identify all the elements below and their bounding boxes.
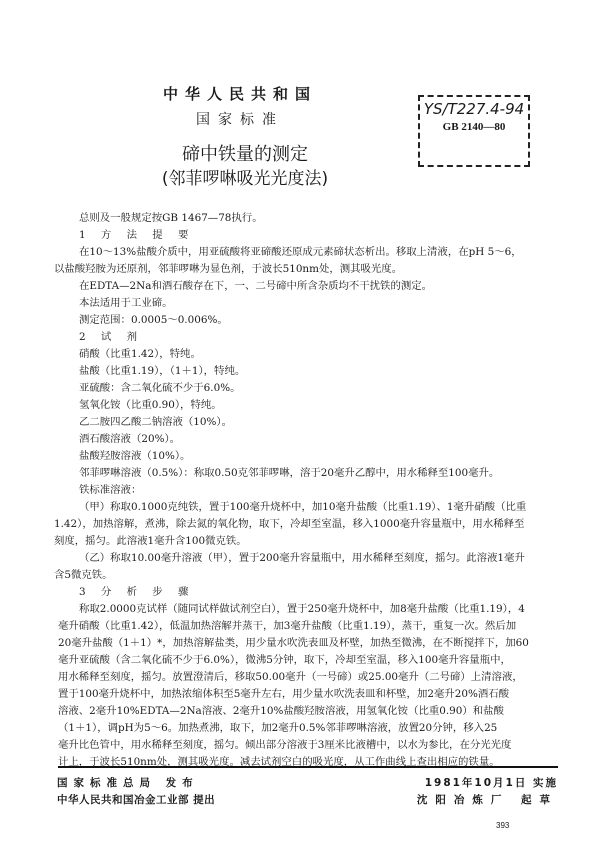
effective-date: 1981年10月1日 实施	[424, 777, 558, 789]
document-body	[54, 210, 558, 771]
paragraph: 毫升亚硫酸（含二氧化硫不少于6.0%），微沸5分钟，取下，冷却至室温，移入100毫升容量瓶中，	[58, 654, 511, 666]
reagent-item: 邻菲啰啉溶液（0.5%）：称取0.50克邻菲啰啉，溶于20毫升乙醇中，用水稀释至100毫升。	[79, 467, 500, 479]
document-subtitle: (邻菲啰啉吸光光度法)	[161, 169, 329, 189]
paragraph: 测定范围：0.0005～0.006%。	[79, 314, 228, 326]
document-title: 碲中铁量的测定	[182, 144, 308, 165]
paragraph: 在10～13%盐酸介质中，用亚硫酸将亚碲酸还原成元素碲状态析出。移取上清液，在pH 5～6，	[79, 246, 522, 258]
paragraph: 在EDTA—2Na和酒石酸存在下，一、二号碲中所含杂质均不干扰铁的测定。	[79, 280, 433, 292]
reagent-item: 亚硫酸：含二氧化硫不少于6.0%。	[79, 382, 241, 394]
drafted-by: 沈阳冶炼厂 起草	[416, 794, 558, 806]
paragraph: 毫升比色管中，用水稀释至刻度，摇匀。倾出部分溶液于3厘米比液槽中，以水为参比，在分光光度	[58, 739, 512, 751]
reagent-item: 盐酸羟胺溶液（10%）。	[79, 450, 191, 462]
paragraph: 总则及一般规定按GB 1467—78执行。	[79, 212, 263, 224]
reagent-item: 硝酸（比重1.42），特纯。	[79, 348, 201, 360]
paragraph: （甲）称取0.1000克纯铁，置于100毫升烧杯中，加10毫升盐酸（比重1.19）、1毫升硝酸（比重	[79, 501, 527, 513]
reagent-item: 酒石酸溶液（20%）。	[79, 433, 181, 445]
reagent-item: 盐酸（比重1.19），（1＋1），特纯。	[79, 365, 246, 377]
footer-divider	[58, 766, 558, 768]
paragraph: 称取2.0000克试样（随同试样做试剂空白），置于250毫升烧杯中，加8毫升盐酸（比重1.19），4	[79, 603, 525, 615]
header-country: 中华人民共和国	[162, 85, 317, 103]
section-heading: 1 方 法 提 要	[79, 229, 195, 241]
paragraph: 本法适用于工业碲。	[79, 297, 173, 309]
issued-by: 国家标准总局 发布	[57, 777, 199, 789]
reagent-item: 铁标准溶液：	[79, 484, 142, 496]
paragraph: 以盐酸羟胺为还原剂，邻菲啰啉为显色剂，于波长510nm处，测其吸光度。	[54, 263, 403, 275]
proposed-by: 中华人民共和国冶金工业部 提出	[57, 794, 216, 806]
paragraph: 溶液、2毫升10%EDTA—2Na溶液、2毫升10%盐酸羟胺溶液，用氢氧化铵（比重0.90）和盐酸	[58, 705, 504, 717]
section-heading: 2 试 剂	[79, 331, 143, 343]
paragraph: 含5微克铁。	[54, 569, 113, 581]
header-standard-type: 国家标准	[196, 112, 284, 128]
printed-code: GB 2140—80	[442, 121, 506, 133]
section-heading: 3 分 析 步 骤	[79, 586, 195, 598]
paragraph: 置于100毫升烧杯中，加热浓缩体积至5毫升左右，用少量水吹洗表皿和杯壁，加2毫升20%酒石酸	[58, 688, 509, 700]
paragraph: 刻度，摇匀。此溶液1毫升含100微克铁。	[54, 535, 247, 547]
paragraph: 20毫升盐酸（1＋1）*，加热溶解盐类，用少量水吹洗表皿及杯壁，加热至微沸，在不断搅拌下，加60	[58, 637, 529, 649]
paragraph: （1＋1），调pH为5～6。加热煮沸，取下，加2毫升0.5%邻菲啰啉溶液，放置20分钟，移入25	[58, 722, 498, 734]
paragraph: 计上，于波长510nm处，测其吸光度。减去试剂空白的吸光度，从工作曲线上查出相应的铁量。	[58, 756, 500, 768]
paragraph: （乙）称取10.00毫升溶液（甲），置于200毫升容量瓶中，用水稀释至刻度，摇匀。此溶液1毫升	[79, 552, 525, 564]
reagent-item: 乙二胺四乙酸二钠溶液（10%）。	[79, 416, 232, 428]
page-number: 393	[496, 821, 510, 830]
paragraph: 用水稀释至刻度，摇匀。放置澄清后，移取50.00毫升（一号碲）或25.00毫升（二号碲）上清溶液，	[58, 671, 523, 683]
standard-code-box	[418, 95, 530, 167]
paragraph: 毫升硝酸（比重1.42），低温加热溶解并蒸干，加3毫升盐酸（比重1.19），蒸干，重复一次。然后加	[58, 620, 517, 632]
handwritten-code: YS/T227.4-94	[423, 100, 525, 118]
paragraph: 1.42），加热溶解，煮沸，除去氮的氧化物，取下，冷却至室温，移入1000毫升容量瓶中，用水稀释至	[54, 518, 525, 530]
reagent-item: 氢氧化铵（比重0.90），特纯。	[79, 399, 222, 411]
